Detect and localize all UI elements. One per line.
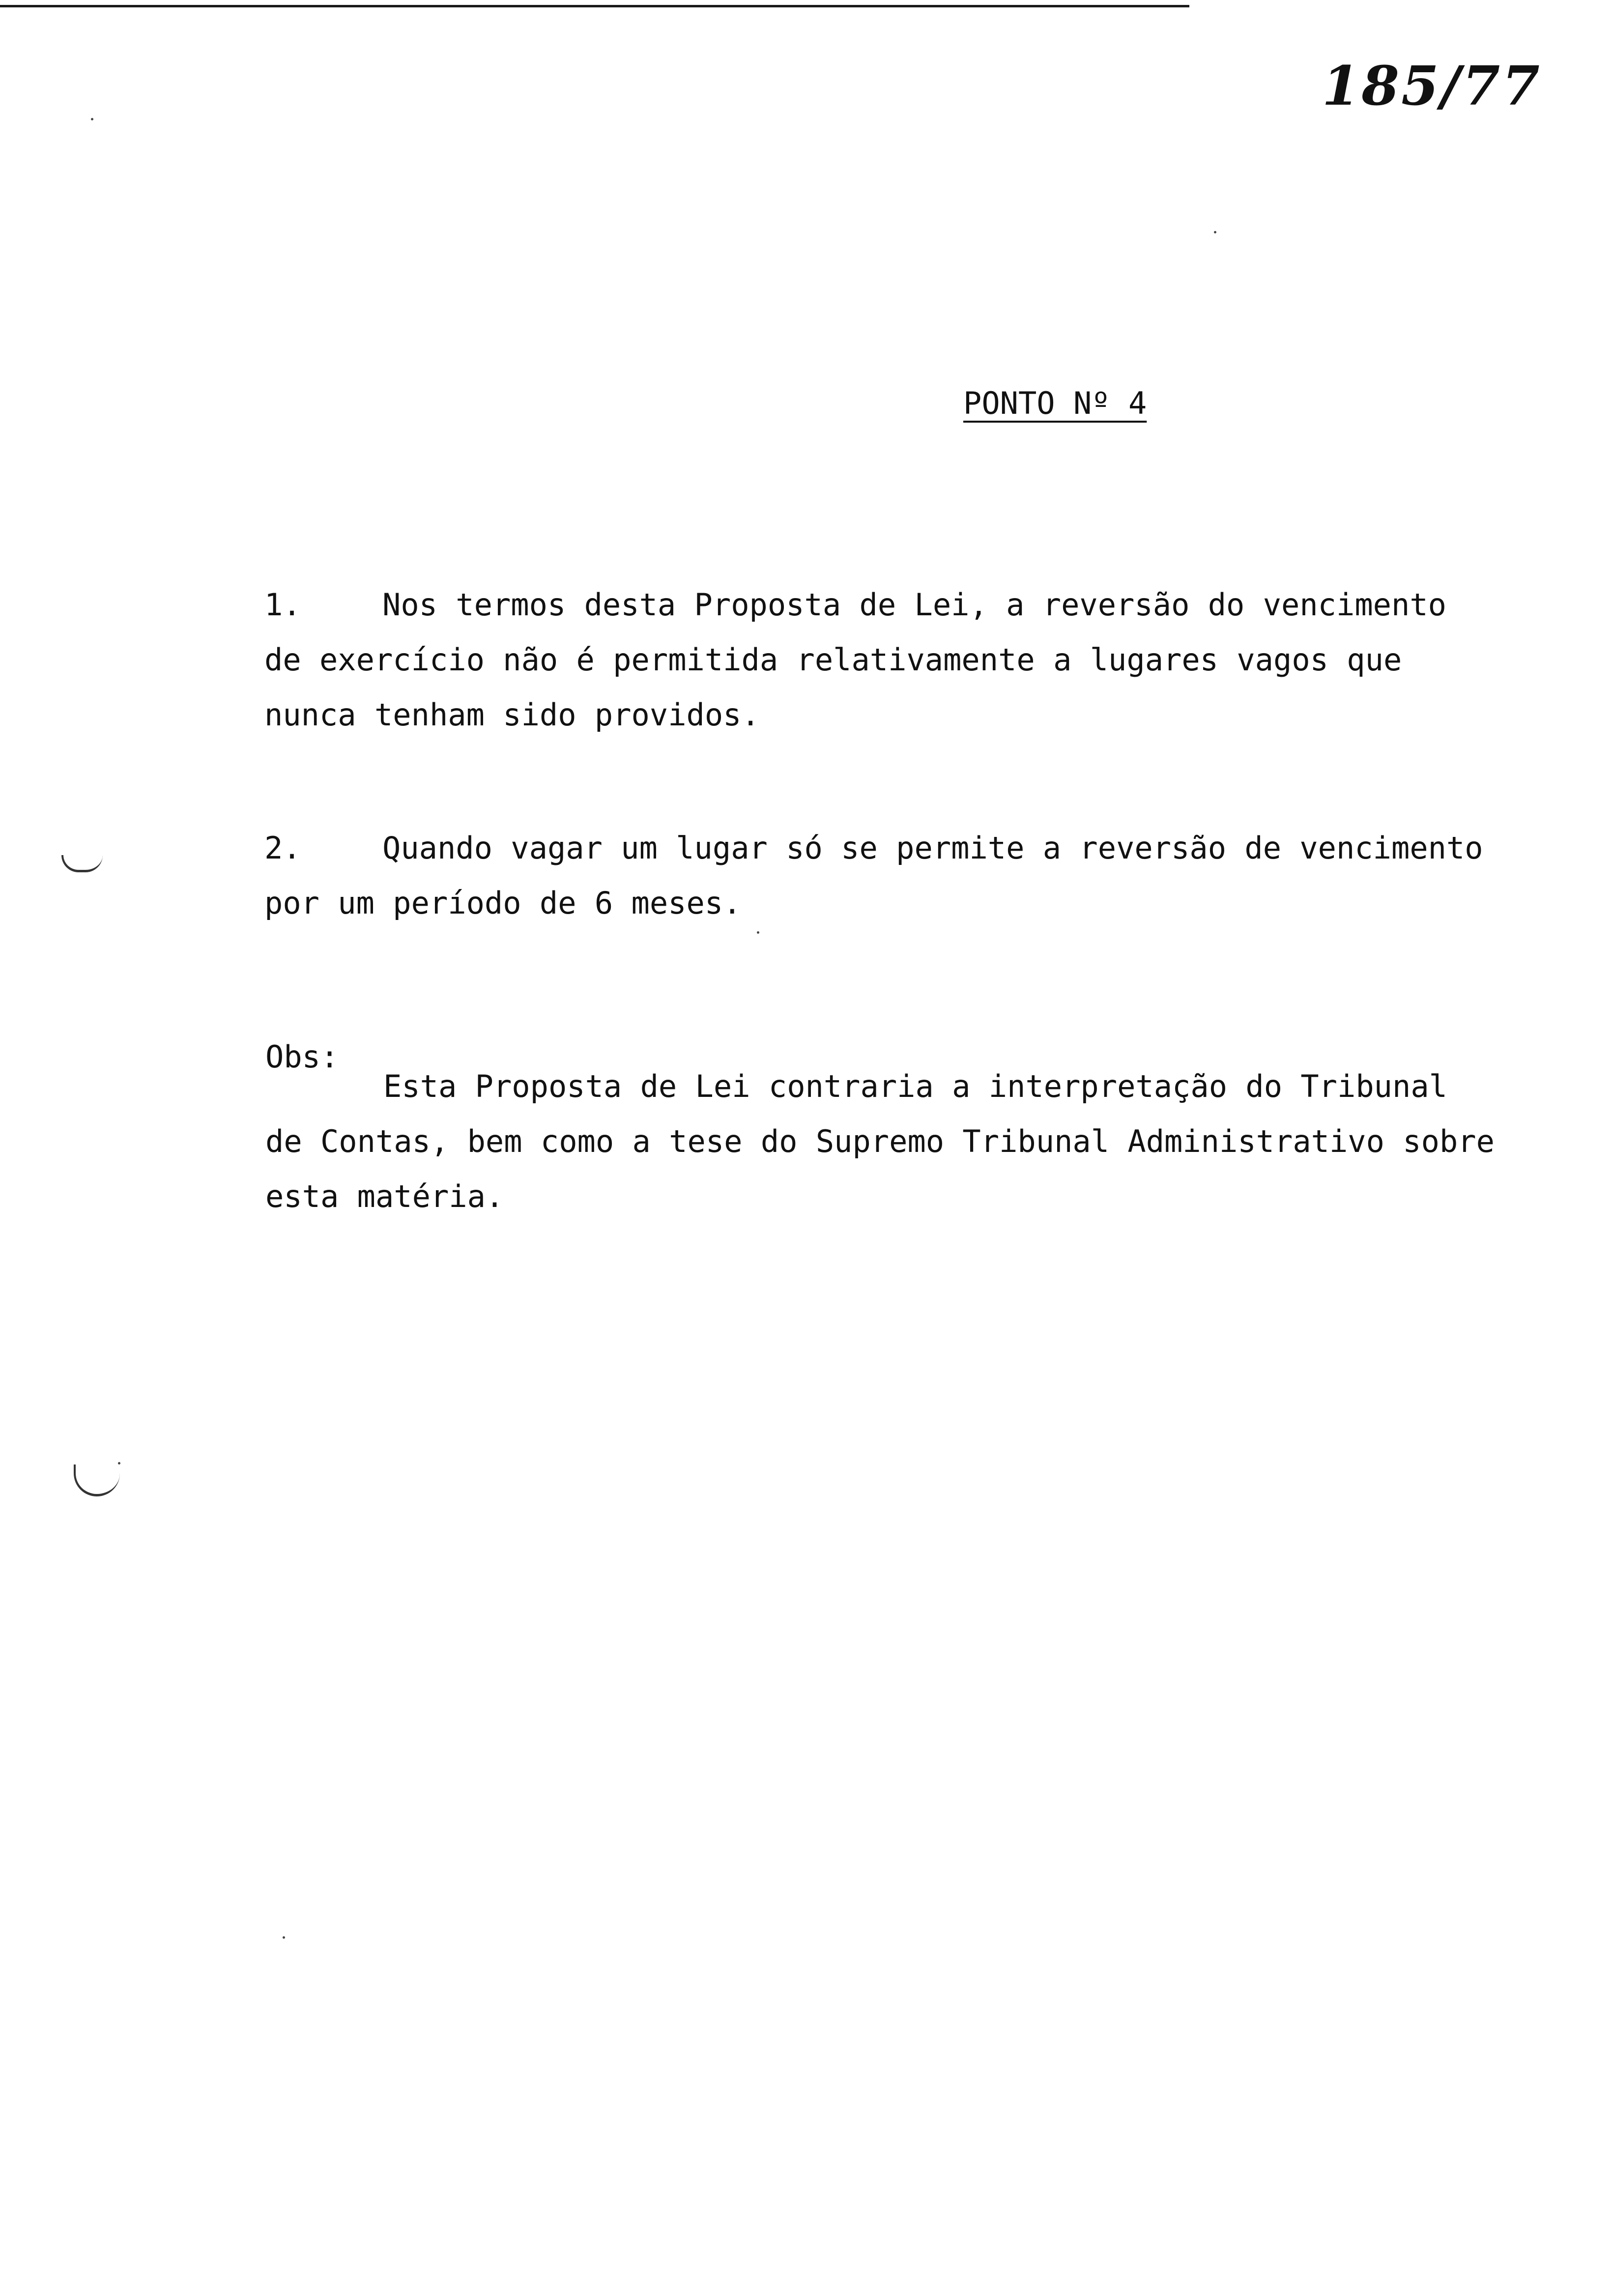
section-title: PONTO Nº 4: [963, 385, 1147, 421]
scan-speck: [1214, 231, 1216, 233]
item-1-line-1: [264, 577, 1446, 632]
obs-text-line-1: Esta Proposta de Lei contraria a interpretação do Tribunal: [383, 1068, 1447, 1104]
item-2-text-line-2: por um período de 6 meses.: [264, 885, 742, 921]
obs-text-line-2: de Contas, bem como a tese do Supremo Tribunal Administrativo sobre: [265, 1123, 1495, 1159]
paragraph-item-1: [264, 577, 1446, 743]
item-2-number: 2.: [264, 830, 301, 866]
scan-speck: [118, 1462, 120, 1464]
item-1-text-line-1: Nos termos desta Proposta de Lei, a reversão do vencimento: [382, 587, 1446, 623]
scan-mark-left-lower: [74, 1464, 120, 1496]
obs-label: Obs:: [265, 1039, 339, 1075]
scan-speck: [283, 1936, 285, 1939]
item-1-text-line-2: de exercício não é permitida relativamente a lugares vagos que: [264, 642, 1402, 678]
item-2-text-line-1: Quando vagar um lugar só se permite a reversão de vencimento: [382, 830, 1483, 866]
paragraph-item-2: [264, 821, 1483, 931]
top-border-line: [0, 5, 1189, 7]
item-1-number: 1.: [264, 587, 301, 623]
obs-text-line-3: esta matéria.: [265, 1178, 504, 1214]
scan-speck: [757, 931, 759, 934]
scan-mark-left-upper: [61, 855, 103, 872]
scan-speck: [91, 118, 93, 120]
item-2-line-1: [264, 821, 1483, 876]
obs-line-1: [265, 1059, 1495, 1114]
obs-paragraph: [265, 1059, 1495, 1224]
handwritten-reference-number: 185/77: [1322, 54, 1542, 117]
item-1-text-line-3: nunca tenham sido providos.: [264, 697, 760, 733]
